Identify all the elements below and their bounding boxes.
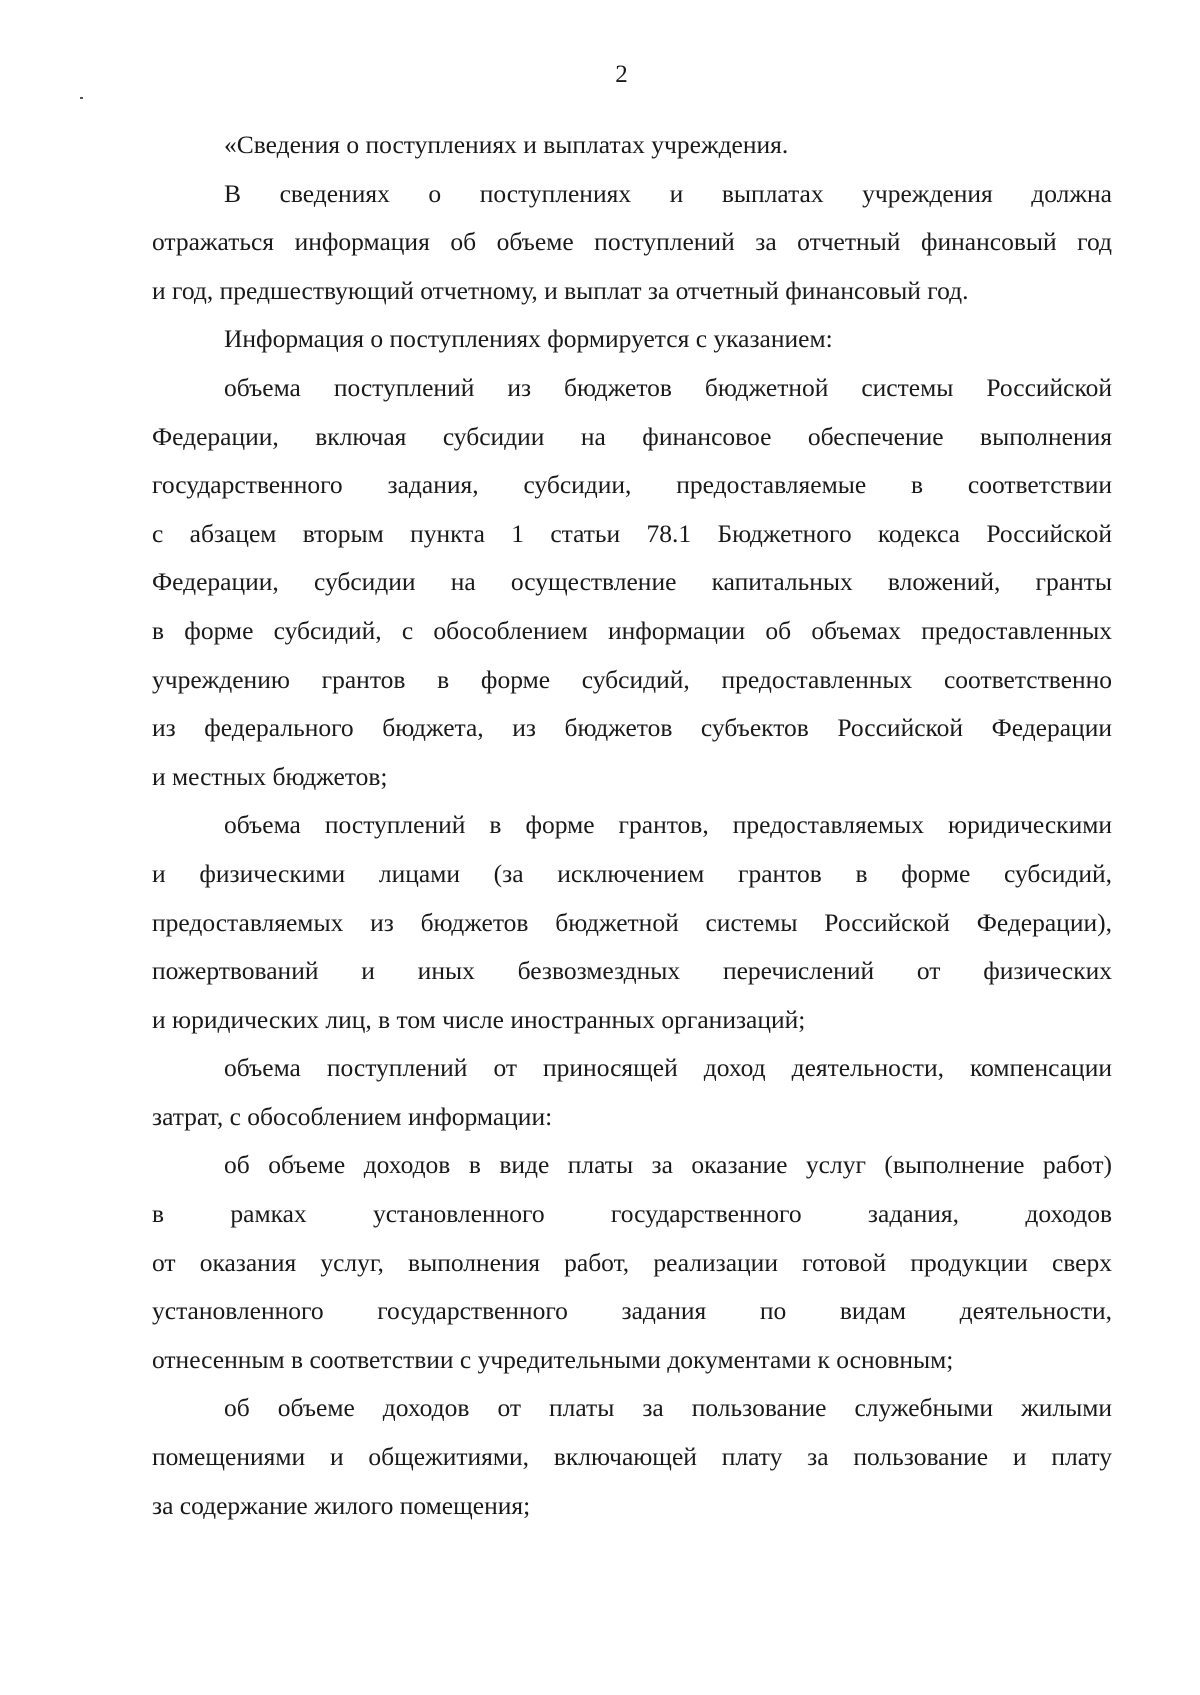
text-line: установленного государственного задания по видам деятельности, <box>152 1296 1112 1326</box>
paragraph <box>152 315 1112 364</box>
scan-speck <box>80 97 83 99</box>
text-line: «Сведения о поступлениях и выплатах учреждения. <box>224 130 789 159</box>
paragraph <box>152 170 1112 316</box>
text-line: предоставляемых из бюджетов бюджетной системы Российской Федерации), <box>152 907 1112 937</box>
text-line: пожертвований и иных безвозмездных перечислений от физических <box>152 956 1112 986</box>
text-line: государственного задания, субсидии, предоставляемые в соответствии <box>152 470 1112 500</box>
text-line: учреждению грантов в форме субсидий, предоставленных соответственно <box>152 664 1112 694</box>
paragraph <box>152 1384 1112 1530</box>
text-line: за содержание жилого помещения; <box>152 1490 531 1520</box>
text-line: объема поступлений от приносящей доход деятельности, компенсации <box>224 1053 1112 1083</box>
text-line: об объеме доходов от платы за пользование служебными жилыми <box>224 1393 1112 1423</box>
text-line: от оказания услуг, выполнения работ, реализации готовой продукции сверх <box>152 1247 1112 1277</box>
text-line: в форме субсидий, с обособлением информации об объемах предоставленных <box>152 615 1112 645</box>
text-line: с абзацем вторым пункта 1 статьи 78.1 Бюджетного кодекса Российской <box>152 518 1112 548</box>
text-line: и юридических лиц, в том числе иностранных организаций; <box>152 1004 806 1034</box>
paragraph <box>152 1141 1112 1384</box>
text-line: Федерации, включая субсидии на финансовое обеспечение выполнения <box>152 421 1112 451</box>
paragraph <box>152 1044 1112 1141</box>
text-line: об объеме доходов в виде платы за оказание услуг (выполнение работ) <box>224 1150 1112 1180</box>
text-line: затрат, с обособлением информации: <box>152 1101 553 1131</box>
text-line: В сведениях о поступлениях и выплатах учреждения должна <box>224 178 1112 208</box>
paragraph <box>152 364 1112 801</box>
document-body <box>152 121 1112 1530</box>
page-number: 2 <box>615 61 628 88</box>
text-line: отнесенным в соответствии с учредительными документами к основным; <box>152 1344 954 1374</box>
text-line: и местных бюджетов; <box>152 761 388 791</box>
text-line: помещениями и общежитиями, включающей плату за пользование и плату <box>152 1442 1112 1472</box>
paragraph <box>152 121 1112 170</box>
text-line: из федерального бюджета, из бюджетов субъектов Российской Федерации <box>152 713 1112 743</box>
text-line: и год, предшествующий отчетному, и выплат за отчетный финансовый год. <box>152 275 969 305</box>
text-line: в рамках установленного государственного задания, доходов <box>152 1199 1112 1229</box>
text-line: объема поступлений в форме грантов, предоставляемых юридическими <box>224 810 1112 840</box>
text-line: Федерации, субсидии на осуществление капитальных вложений, гранты <box>152 567 1112 597</box>
paragraph <box>152 801 1112 1044</box>
text-line: объема поступлений из бюджетов бюджетной системы Российской <box>224 372 1112 402</box>
text-line: и физическими лицами (за исключением грантов в форме субсидий, <box>152 858 1112 888</box>
text-line: Информация о поступлениях формируется с указанием: <box>224 324 833 354</box>
text-line: отражаться информация об объеме поступлений за отчетный финансовый год <box>152 227 1112 257</box>
